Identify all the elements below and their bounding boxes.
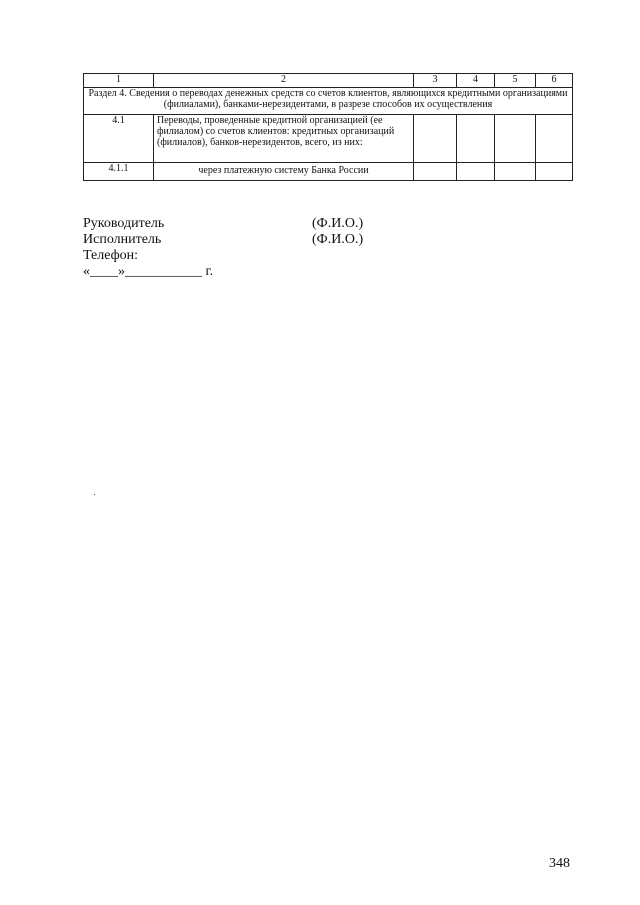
value-cell	[495, 163, 536, 181]
page-number: 348	[549, 856, 570, 871]
column-header: 5	[495, 74, 536, 88]
executor-label: Исполнитель	[83, 232, 162, 247]
table-row	[84, 163, 573, 181]
row-code: 4.1.1	[84, 163, 154, 181]
value-cell	[536, 163, 573, 181]
value-cell	[495, 115, 536, 163]
report-table	[83, 73, 573, 181]
value-cell	[536, 115, 573, 163]
section-title-row	[84, 88, 573, 115]
value-cell	[414, 163, 457, 181]
column-header: 3	[414, 74, 457, 88]
column-header: 2	[154, 74, 414, 88]
value-cell	[457, 163, 495, 181]
row-text: Переводы, проведенные кредитной организацией (ее филиалом) со счетов клиентов: кредитных организаций (филиалов), банков-нерезидентов, всего, из них:	[154, 115, 414, 163]
executor-fio: (Ф.И.О.)	[312, 232, 364, 247]
column-header: 1	[84, 74, 154, 88]
column-header: 4	[457, 74, 495, 88]
column-number-row	[84, 74, 573, 88]
row-code: 4.1	[84, 115, 154, 163]
date-line: «____»___________ г.	[83, 264, 214, 279]
value-cell	[457, 115, 495, 163]
scan-speck	[94, 494, 95, 495]
value-cell	[414, 115, 457, 163]
row-text: через платежную систему Банка России	[154, 163, 414, 181]
head-fio: (Ф.И.О.)	[312, 216, 364, 231]
section-title: Раздел 4. Сведения о переводах денежных средств со счетов клиентов, являющихся кредитными организациями (филиалами), банками-нерезидентами, в разрезе способов их осуществления	[84, 88, 573, 115]
phone-label: Телефон:	[83, 248, 139, 263]
head-label: Руководитель	[83, 216, 165, 231]
column-header: 6	[536, 74, 573, 88]
table-row	[84, 115, 573, 163]
